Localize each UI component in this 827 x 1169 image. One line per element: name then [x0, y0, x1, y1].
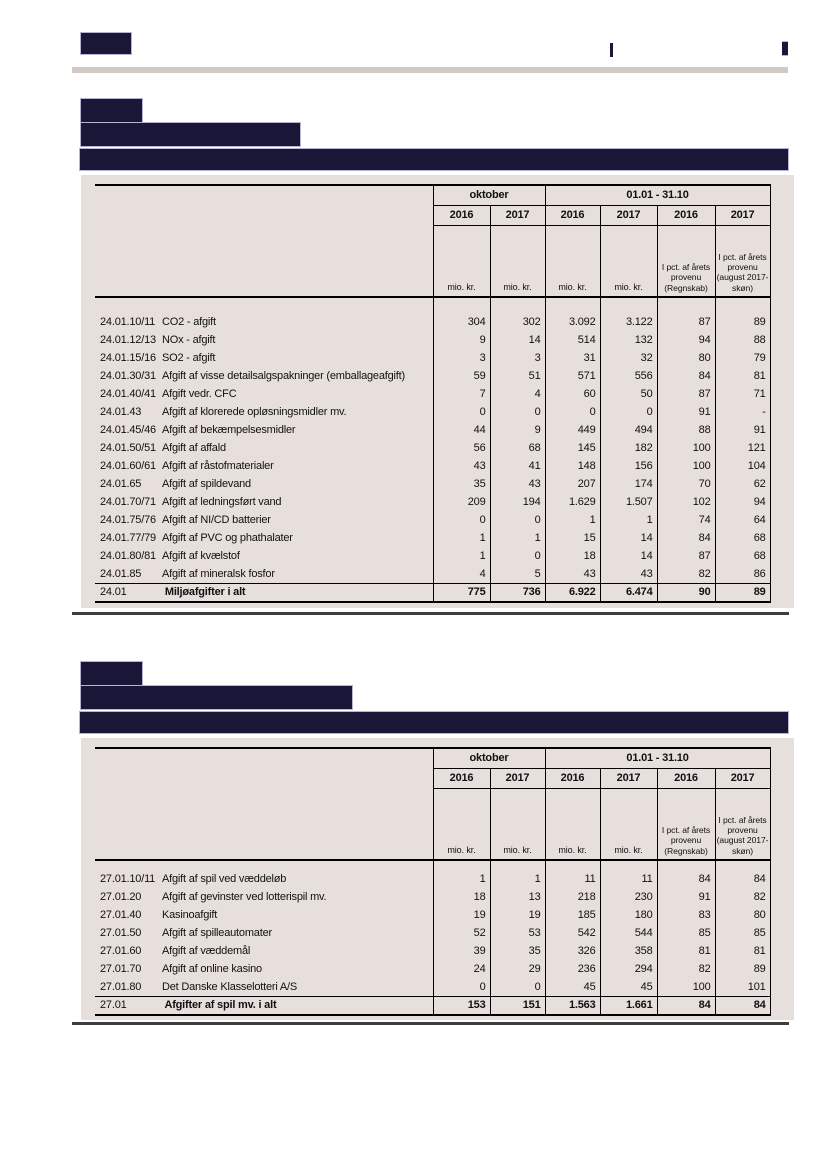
row-code: 24.01.10/11 — [100, 316, 156, 328]
value-cell: 70 — [657, 475, 715, 493]
row-label-cell — [95, 924, 433, 942]
value-cell: 494 — [600, 421, 657, 439]
value-cell: 145 — [545, 439, 600, 457]
section-bottom-rule-2 — [72, 1022, 789, 1025]
row-code: 24.01.75/76 — [100, 514, 156, 526]
value-cell: 1 — [490, 870, 545, 888]
value-cell: 180 — [600, 906, 657, 924]
total-value-cell: 1.563 — [545, 996, 600, 1015]
value-cell: 74 — [657, 511, 715, 529]
total-code: 24.01 — [100, 586, 127, 599]
value-cell: 86 — [715, 565, 770, 583]
value-cell: 43 — [433, 457, 490, 475]
value-cell: 0 — [433, 978, 490, 996]
period-header-row — [95, 748, 770, 768]
value-cell: 56 — [433, 439, 490, 457]
value-cell: 94 — [715, 493, 770, 511]
row-code: 27.01.50 — [100, 927, 142, 939]
table-row — [95, 529, 770, 547]
value-cell: 1 — [433, 529, 490, 547]
total-value-cell: 736 — [490, 583, 545, 602]
range-group-header: 01.01 - 31.10 — [545, 185, 770, 205]
value-cell: 104 — [715, 457, 770, 475]
value-cell: 19 — [433, 906, 490, 924]
value-cell: 14 — [600, 529, 657, 547]
unit-header: mio. kr. — [600, 788, 657, 860]
row-code: 24.01.65 — [100, 478, 142, 490]
value-cell: 11 — [600, 870, 657, 888]
value-cell: 3 — [433, 349, 490, 367]
table-row — [95, 960, 770, 978]
row-code: 24.01.85 — [100, 567, 142, 580]
year-header: 2016 — [545, 768, 600, 788]
row-label: CO2 - afgift — [162, 316, 216, 328]
value-cell: 544 — [600, 924, 657, 942]
value-cell: 182 — [600, 439, 657, 457]
row-label-cell — [95, 331, 433, 349]
row-label-cell — [95, 457, 433, 475]
value-cell: 18 — [433, 888, 490, 906]
row-label: SO2 - afgift — [162, 352, 216, 364]
redacted-section-title-1 — [80, 122, 301, 147]
row-code: 24.01.60/61 — [100, 460, 156, 472]
total-row — [95, 583, 770, 602]
value-cell: 32 — [600, 349, 657, 367]
value-cell: 0 — [490, 403, 545, 421]
year-header-row — [95, 768, 770, 788]
value-cell: 83 — [657, 906, 715, 924]
value-cell: 80 — [715, 906, 770, 924]
table-row — [95, 403, 770, 421]
year-header: 2016 — [545, 205, 600, 225]
value-cell: 4 — [433, 565, 490, 583]
miljoeafgifter-rows — [95, 313, 770, 583]
period-header-row — [95, 185, 770, 205]
unit-header: mio. kr. — [600, 225, 657, 297]
table-row — [95, 870, 770, 888]
row-label-cell — [95, 870, 433, 888]
value-cell: 1 — [545, 511, 600, 529]
row-label-cell — [95, 439, 433, 457]
year-header: 2017 — [715, 205, 770, 225]
value-cell: 43 — [490, 475, 545, 493]
year-header: 2017 — [490, 768, 545, 788]
row-label-cell — [95, 888, 433, 906]
value-cell: 207 — [545, 475, 600, 493]
total-value-cell: 1.661 — [600, 996, 657, 1015]
value-cell: 29 — [490, 960, 545, 978]
total-value-cell: 153 — [433, 996, 490, 1015]
row-label-cell — [95, 511, 433, 529]
value-cell: 81 — [715, 367, 770, 385]
row-code: 27.01.20 — [100, 891, 142, 903]
redacted-logo — [80, 32, 132, 55]
value-cell: 1.629 — [545, 493, 600, 511]
redacted-table-caption-bar-2 — [79, 711, 789, 734]
total-label-cell — [95, 996, 433, 1015]
value-cell: 53 — [490, 924, 545, 942]
row-code: 24.01.30/31 — [100, 370, 156, 382]
value-cell: 100 — [657, 457, 715, 475]
row-label: Afgift af spildevand — [162, 478, 251, 490]
value-cell: 3.122 — [600, 313, 657, 331]
value-cell: 31 — [545, 349, 600, 367]
row-label-cell — [95, 906, 433, 924]
row-code: 24.01.80/81 — [100, 550, 156, 562]
table-row — [95, 547, 770, 565]
row-code: 24.01.40/41 — [100, 388, 156, 400]
table-row — [95, 906, 770, 924]
value-cell: 51 — [490, 367, 545, 385]
value-cell: 91 — [657, 403, 715, 421]
value-cell: 91 — [715, 421, 770, 439]
value-cell: 88 — [715, 331, 770, 349]
row-label: Afgift af NI/CD batterier — [162, 514, 271, 526]
value-cell: 71 — [715, 385, 770, 403]
value-cell: 81 — [657, 942, 715, 960]
value-cell: 132 — [600, 331, 657, 349]
unit-header-pct-regnskab: I pct. af årets provenu (Regnskab) — [657, 225, 715, 297]
row-label: Afgift af mineralsk fosfor — [162, 567, 275, 580]
total-value-cell: 84 — [715, 996, 770, 1015]
year-header-row — [95, 205, 770, 225]
month-group-header: oktober — [433, 185, 545, 205]
value-cell: 514 — [545, 331, 600, 349]
section-bottom-rule-1 — [72, 612, 789, 615]
value-cell: 0 — [490, 978, 545, 996]
row-label: Afgift af bekæmpelsesmidler — [162, 424, 296, 436]
row-label: Afgift af online kasino — [162, 963, 262, 975]
row-code: 24.01.43 — [100, 406, 142, 418]
value-cell: 84 — [657, 870, 715, 888]
empty-corner-cell — [95, 185, 433, 205]
unit-header-pct-skoen: I pct. af årets provenu (august 2017-skøn) — [715, 788, 770, 860]
row-label-cell — [95, 960, 433, 978]
year-header: 2017 — [600, 768, 657, 788]
row-label: Afgift vedr. CFC — [162, 388, 237, 400]
value-cell: 82 — [657, 565, 715, 583]
value-cell: 218 — [545, 888, 600, 906]
value-cell: 13 — [490, 888, 545, 906]
table-row — [95, 313, 770, 331]
row-label: Det Danske Klasselotteri A/S — [162, 980, 298, 993]
value-cell: 45 — [600, 978, 657, 996]
row-code: 24.01.15/16 — [100, 352, 156, 364]
row-label-cell — [95, 403, 433, 421]
row-label: Afgift af spil ved væddeløb — [162, 873, 287, 885]
redacted-section-number-1 — [80, 98, 143, 124]
table-row — [95, 978, 770, 996]
row-code: 24.01.77/79 — [100, 532, 156, 544]
value-cell: 4 — [490, 385, 545, 403]
value-cell: 43 — [545, 565, 600, 583]
redacted-table-caption-bar-1 — [79, 148, 789, 171]
value-cell: 84 — [715, 870, 770, 888]
row-label: Afgift af spilleautomater — [162, 927, 272, 939]
row-label: Afgift af kvælstof — [162, 550, 240, 562]
value-cell: 0 — [545, 403, 600, 421]
value-cell: 60 — [545, 385, 600, 403]
row-label: Afgift af visse detailsalgspakninger (emballageafgift) — [162, 370, 405, 382]
row-label-cell — [95, 367, 433, 385]
row-label: NOx - afgift — [162, 334, 216, 346]
value-cell: 64 — [715, 511, 770, 529]
row-code: 27.01.10/11 — [100, 873, 156, 885]
unit-header: mio. kr. — [490, 788, 545, 860]
table-row — [95, 367, 770, 385]
row-code: 27.01.70 — [100, 963, 142, 975]
value-cell: 100 — [657, 439, 715, 457]
value-cell: 84 — [657, 529, 715, 547]
value-cell: 68 — [715, 547, 770, 565]
total-value-cell: 89 — [715, 583, 770, 602]
table-row — [95, 331, 770, 349]
table-row — [95, 511, 770, 529]
row-label: Kasinoafgift — [162, 909, 218, 921]
value-cell: 82 — [715, 888, 770, 906]
unit-header: mio. kr. — [433, 225, 490, 297]
value-cell: 89 — [715, 960, 770, 978]
row-label-cell — [95, 565, 433, 583]
empty-corner-cell — [95, 748, 433, 768]
year-header: 2016 — [657, 205, 715, 225]
row-label-cell — [95, 942, 433, 960]
value-cell: 9 — [433, 331, 490, 349]
value-cell: 62 — [715, 475, 770, 493]
value-cell: 11 — [545, 870, 600, 888]
unit-header: mio. kr. — [545, 225, 600, 297]
value-cell: 1 — [490, 529, 545, 547]
value-cell: 68 — [490, 439, 545, 457]
value-cell: 156 — [600, 457, 657, 475]
table-row — [95, 565, 770, 583]
value-cell: 88 — [657, 421, 715, 439]
value-cell: 121 — [715, 439, 770, 457]
value-cell: 0 — [490, 511, 545, 529]
value-cell: 15 — [545, 529, 600, 547]
value-cell: 82 — [657, 960, 715, 978]
table-row — [95, 475, 770, 493]
value-cell: 85 — [715, 924, 770, 942]
year-header: 2017 — [600, 205, 657, 225]
month-group-header: oktober — [433, 748, 545, 768]
value-cell: 1 — [600, 511, 657, 529]
total-value-cell: 151 — [490, 996, 545, 1015]
unit-header-row — [95, 788, 770, 860]
year-header: 2017 — [715, 768, 770, 788]
total-row — [95, 996, 770, 1015]
value-cell: 326 — [545, 942, 600, 960]
value-cell: 79 — [715, 349, 770, 367]
value-cell: 94 — [657, 331, 715, 349]
unit-header-row — [95, 225, 770, 297]
row-code: 24.01.12/13 — [100, 334, 156, 346]
redacted-header-mark-left — [610, 43, 613, 57]
spacer-row — [95, 297, 770, 313]
value-cell: 236 — [545, 960, 600, 978]
row-code: 24.01.70/71 — [100, 496, 156, 508]
table-row — [95, 888, 770, 906]
value-cell: 59 — [433, 367, 490, 385]
row-code: 27.01.80 — [100, 980, 142, 993]
total-code: 27.01 — [100, 999, 127, 1012]
spacer-row — [95, 860, 770, 870]
value-cell: 50 — [600, 385, 657, 403]
total-value-cell: 90 — [657, 583, 715, 602]
row-label-cell — [95, 313, 433, 331]
redacted-section-title-2 — [80, 685, 353, 710]
value-cell: 101 — [715, 978, 770, 996]
year-header: 2016 — [433, 205, 490, 225]
row-label: Afgift af gevinster ved lotterispil mv. — [162, 891, 327, 903]
row-label-cell — [95, 978, 433, 996]
value-cell: 185 — [545, 906, 600, 924]
value-cell: 87 — [657, 313, 715, 331]
total-value-cell: 775 — [433, 583, 490, 602]
total-value-cell: 6.922 — [545, 583, 600, 602]
value-cell: 35 — [490, 942, 545, 960]
table-row — [95, 493, 770, 511]
row-label-cell — [95, 385, 433, 403]
value-cell: 571 — [545, 367, 600, 385]
table-row — [95, 421, 770, 439]
value-cell: 18 — [545, 547, 600, 565]
value-cell: 14 — [600, 547, 657, 565]
value-cell: 68 — [715, 529, 770, 547]
value-cell: 89 — [715, 313, 770, 331]
value-cell: 3 — [490, 349, 545, 367]
table-row — [95, 942, 770, 960]
value-cell: 39 — [433, 942, 490, 960]
table-row — [95, 924, 770, 942]
row-code: 27.01.40 — [100, 909, 142, 921]
row-label-cell — [95, 349, 433, 367]
row-code: 27.01.60 — [100, 945, 142, 957]
value-cell: 87 — [657, 385, 715, 403]
value-cell: 87 — [657, 547, 715, 565]
value-cell: 556 — [600, 367, 657, 385]
unit-header-pct-regnskab: I pct. af årets provenu (Regnskab) — [657, 788, 715, 860]
value-cell: 19 — [490, 906, 545, 924]
value-cell: 9 — [490, 421, 545, 439]
row-label: Afgift af væddemål — [162, 945, 251, 957]
value-cell: 174 — [600, 475, 657, 493]
value-cell: 3.092 — [545, 313, 600, 331]
year-header: 2017 — [490, 205, 545, 225]
miljoeafgifter-table-panel — [81, 175, 794, 608]
year-header: 2016 — [657, 768, 715, 788]
row-label-cell — [95, 493, 433, 511]
row-label: Afgift af råstofmaterialer — [162, 460, 274, 472]
value-cell: 302 — [490, 313, 545, 331]
total-label: Afgifter af spil mv. i alt — [164, 999, 277, 1012]
unit-header: mio. kr. — [433, 788, 490, 860]
total-value-cell: 6.474 — [600, 583, 657, 602]
value-cell: 52 — [433, 924, 490, 942]
value-cell: 0 — [490, 547, 545, 565]
spilafgifter-table-panel — [81, 738, 794, 1020]
value-cell: 304 — [433, 313, 490, 331]
value-cell: 0 — [433, 511, 490, 529]
value-cell: 358 — [600, 942, 657, 960]
value-cell: - — [715, 403, 770, 421]
value-cell: 24 — [433, 960, 490, 978]
table-row — [95, 349, 770, 367]
value-cell: 449 — [545, 421, 600, 439]
value-cell: 209 — [433, 493, 490, 511]
row-code: 24.01.45/46 — [100, 424, 156, 436]
row-code: 24.01.50/51 — [100, 442, 156, 454]
spilafgifter-table — [95, 747, 771, 1016]
redacted-header-mark-right — [782, 41, 788, 56]
total-label-cell — [95, 583, 433, 602]
value-cell: 43 — [600, 565, 657, 583]
row-label: Afgift af ledningsført vand — [162, 496, 282, 508]
value-cell: 148 — [545, 457, 600, 475]
value-cell: 230 — [600, 888, 657, 906]
value-cell: 100 — [657, 978, 715, 996]
value-cell: 35 — [433, 475, 490, 493]
value-cell: 5 — [490, 565, 545, 583]
value-cell: 91 — [657, 888, 715, 906]
value-cell: 44 — [433, 421, 490, 439]
value-cell: 1.507 — [600, 493, 657, 511]
unit-header-pct-skoen: I pct. af årets provenu (august 2017-skøn) — [715, 225, 770, 297]
value-cell: 0 — [433, 403, 490, 421]
row-label-cell — [95, 529, 433, 547]
row-label: Afgift af affald — [162, 442, 226, 454]
value-cell: 194 — [490, 493, 545, 511]
miljoeafgifter-table — [95, 184, 771, 603]
row-label: Afgift af klorerede opløsningsmidler mv. — [162, 406, 347, 418]
total-value-cell: 84 — [657, 996, 715, 1015]
value-cell: 81 — [715, 942, 770, 960]
value-cell: 542 — [545, 924, 600, 942]
total-label: Miljøafgifter i alt — [164, 586, 246, 599]
value-cell: 45 — [545, 978, 600, 996]
value-cell: 80 — [657, 349, 715, 367]
value-cell: 14 — [490, 331, 545, 349]
row-label-cell — [95, 547, 433, 565]
value-cell: 1 — [433, 547, 490, 565]
value-cell: 84 — [657, 367, 715, 385]
value-cell: 41 — [490, 457, 545, 475]
table-row — [95, 439, 770, 457]
row-label: Afgift af PVC og phathalater — [162, 532, 293, 544]
value-cell: 102 — [657, 493, 715, 511]
unit-header: mio. kr. — [490, 225, 545, 297]
value-cell: 1 — [433, 870, 490, 888]
value-cell: 294 — [600, 960, 657, 978]
value-cell: 85 — [657, 924, 715, 942]
year-header: 2016 — [433, 768, 490, 788]
table-row — [95, 385, 770, 403]
table-row — [95, 457, 770, 475]
redacted-section-number-2 — [80, 661, 143, 687]
unit-header: mio. kr. — [545, 788, 600, 860]
value-cell: 7 — [433, 385, 490, 403]
spilafgifter-rows — [95, 870, 770, 996]
row-label-cell — [95, 421, 433, 439]
value-cell: 0 — [600, 403, 657, 421]
header-divider — [72, 67, 788, 73]
row-label-cell — [95, 475, 433, 493]
range-group-header: 01.01 - 31.10 — [545, 748, 770, 768]
